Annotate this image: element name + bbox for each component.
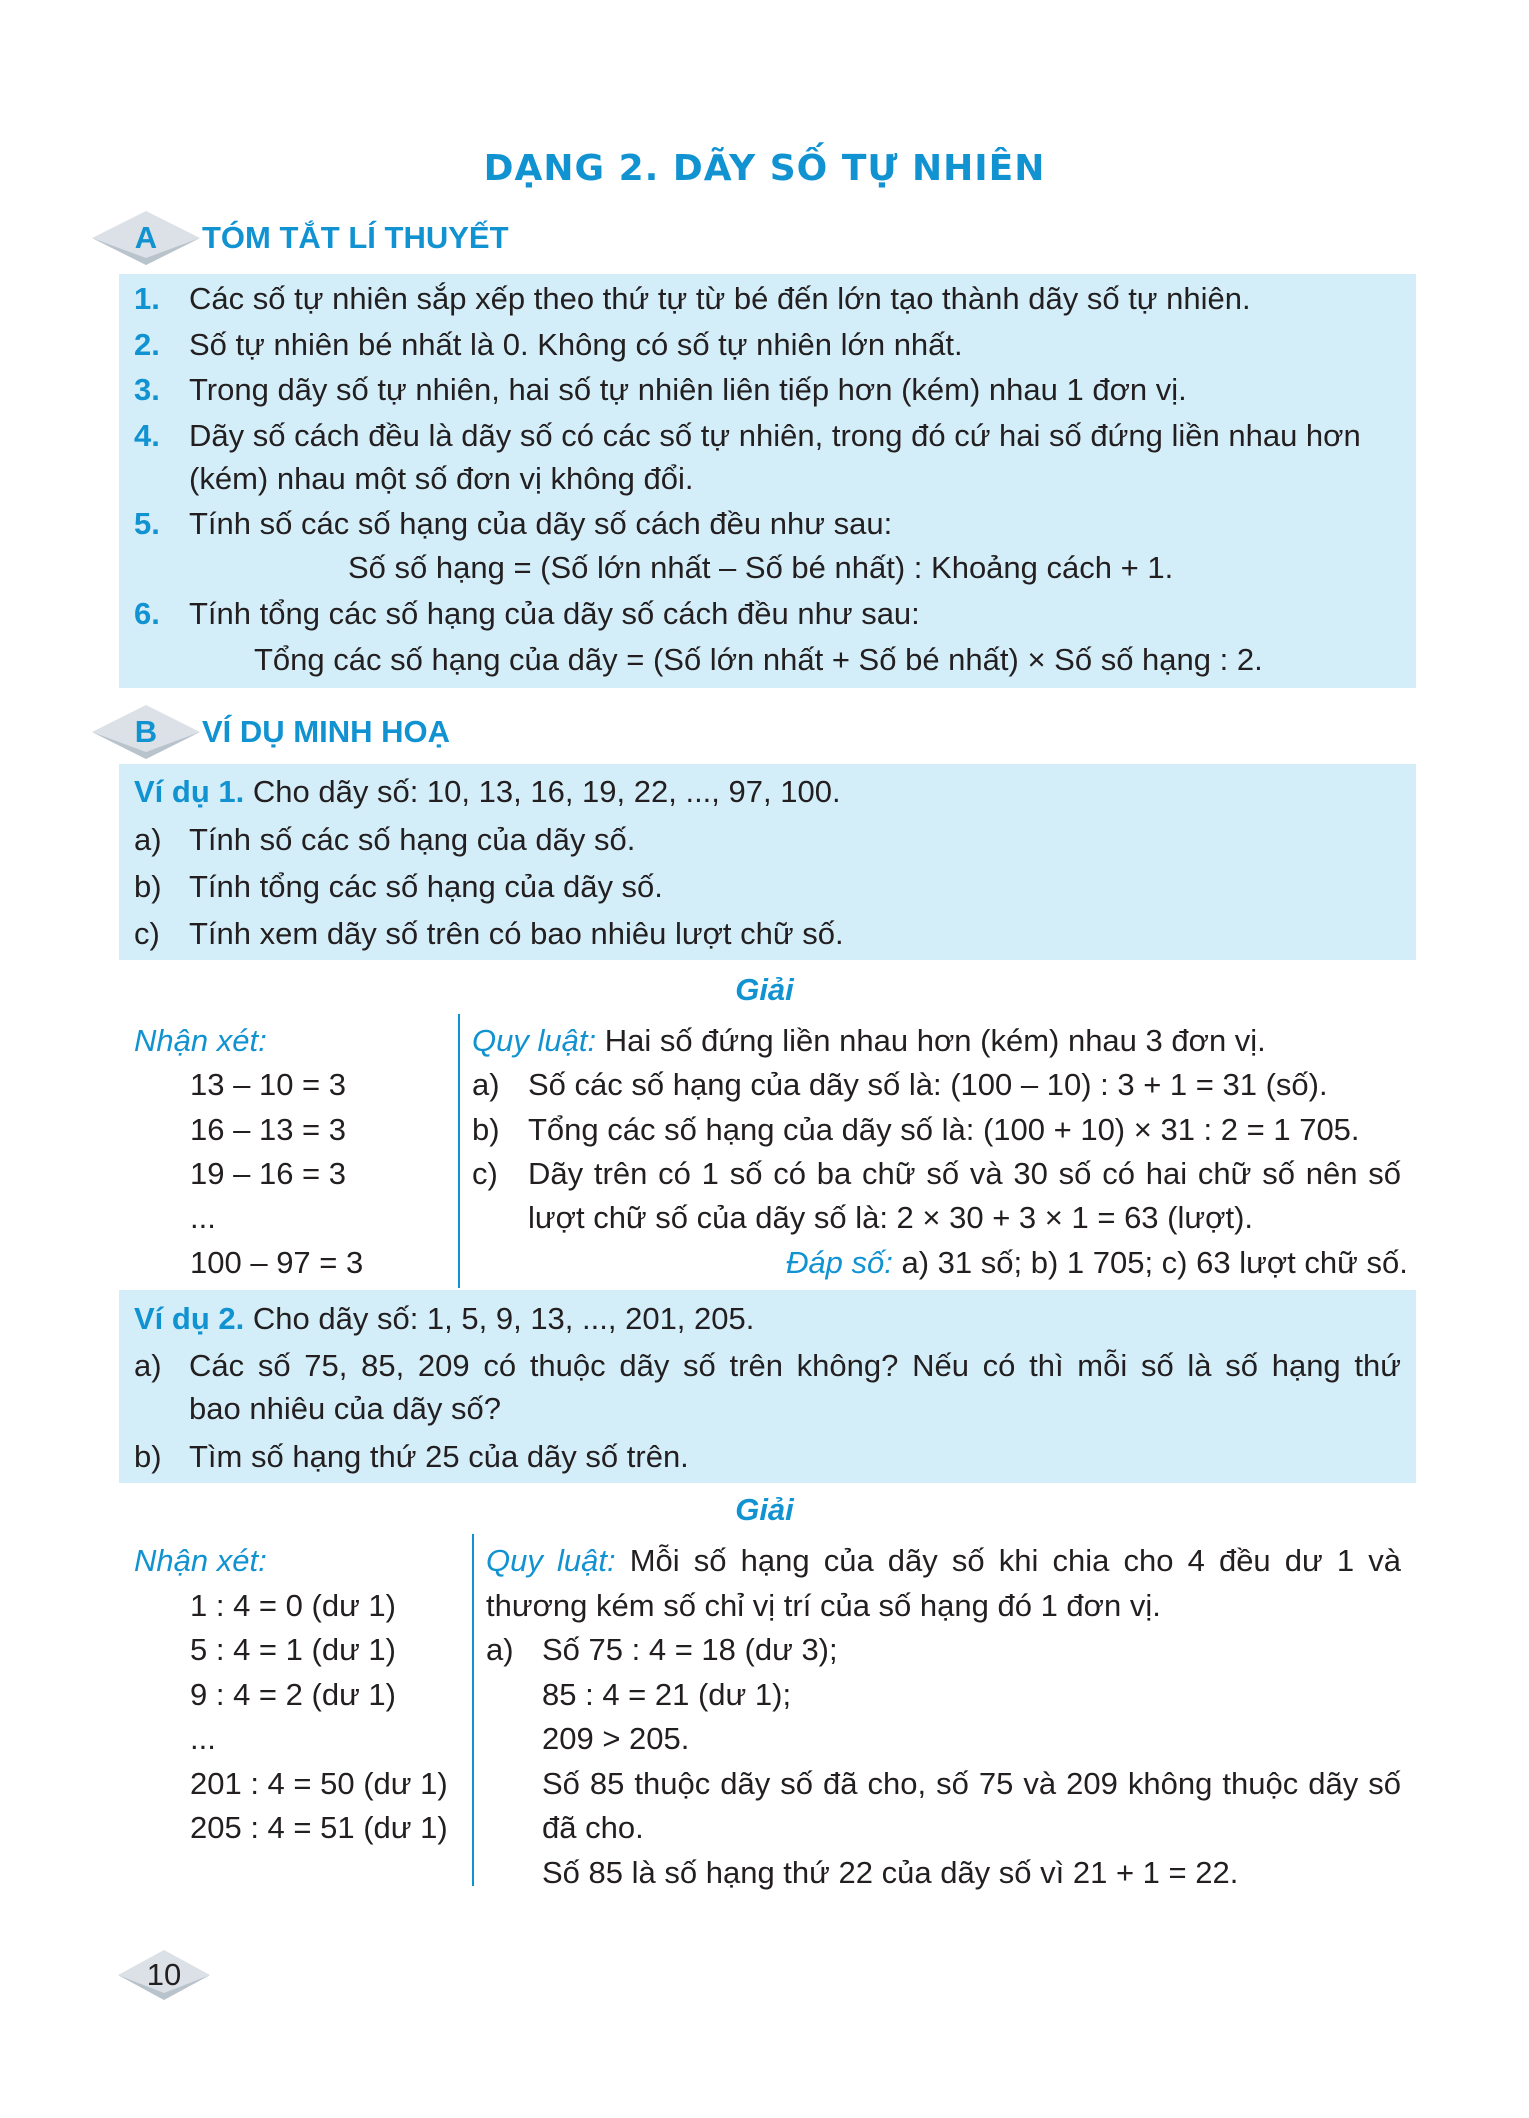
theory-item-number: 3. bbox=[134, 372, 160, 407]
theory-item-text: Các số tự nhiên sắp xếp theo thứ tự từ bé đến lớn tạo thành dãy số tự nhiên. bbox=[189, 281, 1251, 316]
rule-label: Quy luật: bbox=[486, 1543, 616, 1578]
observation-label: Nhận xét: bbox=[134, 1543, 267, 1578]
theory-item-number: 1. bbox=[134, 281, 160, 316]
solution-line: 85 : 4 = 21 (dư 1); bbox=[542, 1677, 792, 1712]
rule-text: Hai số đứng liền nhau hơn (kém) nhau 3 đơn vị. bbox=[604, 1023, 1266, 1058]
observation-line: 205 : 4 = 51 (dư 1) bbox=[190, 1810, 448, 1845]
observation-line: 5 : 4 = 1 (dư 1) bbox=[190, 1632, 396, 1667]
example-2-part-text: Tìm số hạng thứ 25 của dãy số trên. bbox=[189, 1439, 689, 1474]
example-2-part-letter: a) bbox=[134, 1348, 162, 1383]
example-2-part-text: Các số 75, 85, 209 có thuộc dãy số trên không? Nếu có thì mỗi số là số hạng thứ bbox=[189, 1348, 1401, 1383]
observation-label: Nhận xét: bbox=[134, 1023, 267, 1058]
solution-line: đã cho. bbox=[542, 1810, 644, 1845]
solution-text: Dãy trên có 1 số có ba chữ số và 30 số có hai chữ số nên số bbox=[528, 1156, 1401, 1191]
theory-item-text-cont: (kém) nhau một số đơn vị không đổi. bbox=[189, 461, 694, 496]
observation-line: ... bbox=[190, 1200, 216, 1235]
example-1-prompt bbox=[134, 772, 841, 812]
solution-text-cont: lượt chữ số của dãy số là: 2 × 30 + 3 × 1 = 63 (lượt). bbox=[528, 1200, 1254, 1235]
solution-line: Số 75 : 4 = 18 (dư 3); bbox=[542, 1632, 838, 1667]
solution-letter: c) bbox=[472, 1156, 498, 1191]
section-b-title: VÍ DỤ MINH HOẠ bbox=[202, 714, 450, 749]
observation-line: 9 : 4 = 2 (dư 1) bbox=[190, 1677, 396, 1712]
observation-line: 13 – 10 = 3 bbox=[190, 1067, 346, 1102]
column-divider bbox=[458, 1014, 460, 1288]
solution-line: 209 > 205. bbox=[542, 1721, 690, 1756]
section-b-header bbox=[92, 702, 692, 762]
observation-line: ... bbox=[190, 1721, 216, 1756]
solution-letter: b) bbox=[472, 1112, 500, 1147]
observation-line: 19 – 16 = 3 bbox=[190, 1156, 346, 1191]
solution-heading: Giải bbox=[735, 1492, 794, 1527]
theory-formula: Tổng các số hạng của dãy = (Số lớn nhất + Số bé nhất) × Số số hạng : 2. bbox=[254, 642, 1263, 677]
example-2-label: Ví dụ 2. bbox=[134, 1301, 245, 1336]
example-1-part-letter: c) bbox=[134, 916, 160, 951]
theory-item-number: 4. bbox=[134, 418, 160, 453]
section-a-letter: A bbox=[134, 220, 158, 255]
column-divider bbox=[472, 1534, 474, 1886]
section-a-header bbox=[92, 208, 692, 268]
theory-item-text: Dãy số cách đều là dãy số có các số tự nhiên, trong đó cứ hai số đứng liền nhau hơn bbox=[189, 418, 1361, 453]
solution-letter: a) bbox=[472, 1067, 500, 1102]
rule-label: Quy luật: bbox=[472, 1023, 597, 1058]
example-1-part-text: Tính tổng các số hạng của dãy số. bbox=[189, 869, 663, 904]
rule-text: Mỗi số hạng của dãy số khi chia cho 4 đều dư 1 và bbox=[629, 1543, 1401, 1578]
example-1-part-letter: b) bbox=[134, 869, 162, 904]
section-a-title: TÓM TẮT LÍ THUYẾT bbox=[202, 220, 509, 255]
theory-item-number: 2. bbox=[134, 327, 160, 362]
example-1-part-text: Tính xem dãy số trên có bao nhiêu lượt chữ số. bbox=[189, 916, 844, 951]
solution-line: Số 85 thuộc dãy số đã cho, số 75 và 209 không thuộc dãy số bbox=[542, 1766, 1401, 1801]
example-1-part-letter: a) bbox=[134, 822, 162, 857]
theory-item-text: Tính tổng các số hạng của dãy số cách đều như sau: bbox=[189, 596, 920, 631]
example-1-text: Cho dãy số: 10, 13, 16, 19, 22, ..., 97, 100. bbox=[252, 774, 841, 809]
theory-item-text: Tính số các số hạng của dãy số cách đều như sau: bbox=[189, 506, 893, 541]
example-2-text: Cho dãy số: 1, 5, 9, 13, ..., 201, 205. bbox=[252, 1301, 755, 1336]
rule-line bbox=[486, 1541, 1401, 1581]
answer-line bbox=[786, 1243, 1408, 1283]
theory-item-number: 6. bbox=[134, 596, 160, 631]
theory-formula: Số số hạng = (Số lớn nhất – Số bé nhất) : Khoảng cách + 1. bbox=[348, 550, 1174, 585]
page-title: DẠNG 2. DÃY SỐ TỰ NHIÊN bbox=[483, 148, 1046, 189]
example-1-part-text: Tính số các số hạng của dãy số. bbox=[189, 822, 636, 857]
solution-text: Số các số hạng của dãy số là: (100 – 10) : 3 + 1 = 31 (số). bbox=[528, 1067, 1328, 1102]
solution-text: Tổng các số hạng của dãy số là: (100 + 10) × 31 : 2 = 1 705. bbox=[528, 1112, 1360, 1147]
observation-line: 100 – 97 = 3 bbox=[190, 1245, 364, 1280]
solution-line: Số 85 là số hạng thứ 22 của dãy số vì 21 + 1 = 22. bbox=[542, 1855, 1239, 1890]
theory-item-text: Trong dãy số tự nhiên, hai số tự nhiên liên tiếp hơn (kém) nhau 1 đơn vị. bbox=[189, 372, 1187, 407]
observation-line: 201 : 4 = 50 (dư 1) bbox=[190, 1766, 448, 1801]
example-2-part-text-cont: bao nhiêu của dãy số? bbox=[189, 1391, 501, 1426]
rule-text-cont: thương kém số chỉ vị trí của số hạng đó 1 đơn vị. bbox=[486, 1588, 1161, 1623]
answer-text: a) 31 số; b) 1 705; c) 63 lượt chữ số. bbox=[901, 1245, 1408, 1280]
solution-heading: Giải bbox=[735, 972, 794, 1007]
page-number-badge bbox=[118, 1948, 210, 2002]
example-2-part-letter: b) bbox=[134, 1439, 162, 1474]
theory-item-number: 5. bbox=[134, 506, 160, 541]
example-1-label: Ví dụ 1. bbox=[134, 774, 245, 809]
solution-letter: a) bbox=[486, 1632, 514, 1667]
observation-line: 16 – 13 = 3 bbox=[190, 1112, 346, 1147]
page-number: 10 bbox=[146, 1957, 182, 1992]
answer-label: Đáp số: bbox=[786, 1245, 893, 1280]
section-b-letter: B bbox=[134, 714, 158, 749]
example-2-prompt bbox=[134, 1299, 754, 1339]
observation-line: 1 : 4 = 0 (dư 1) bbox=[190, 1588, 396, 1623]
theory-item-text: Số tự nhiên bé nhất là 0. Không có số tự nhiên lớn nhất. bbox=[189, 327, 963, 362]
rule-line bbox=[472, 1021, 1266, 1061]
